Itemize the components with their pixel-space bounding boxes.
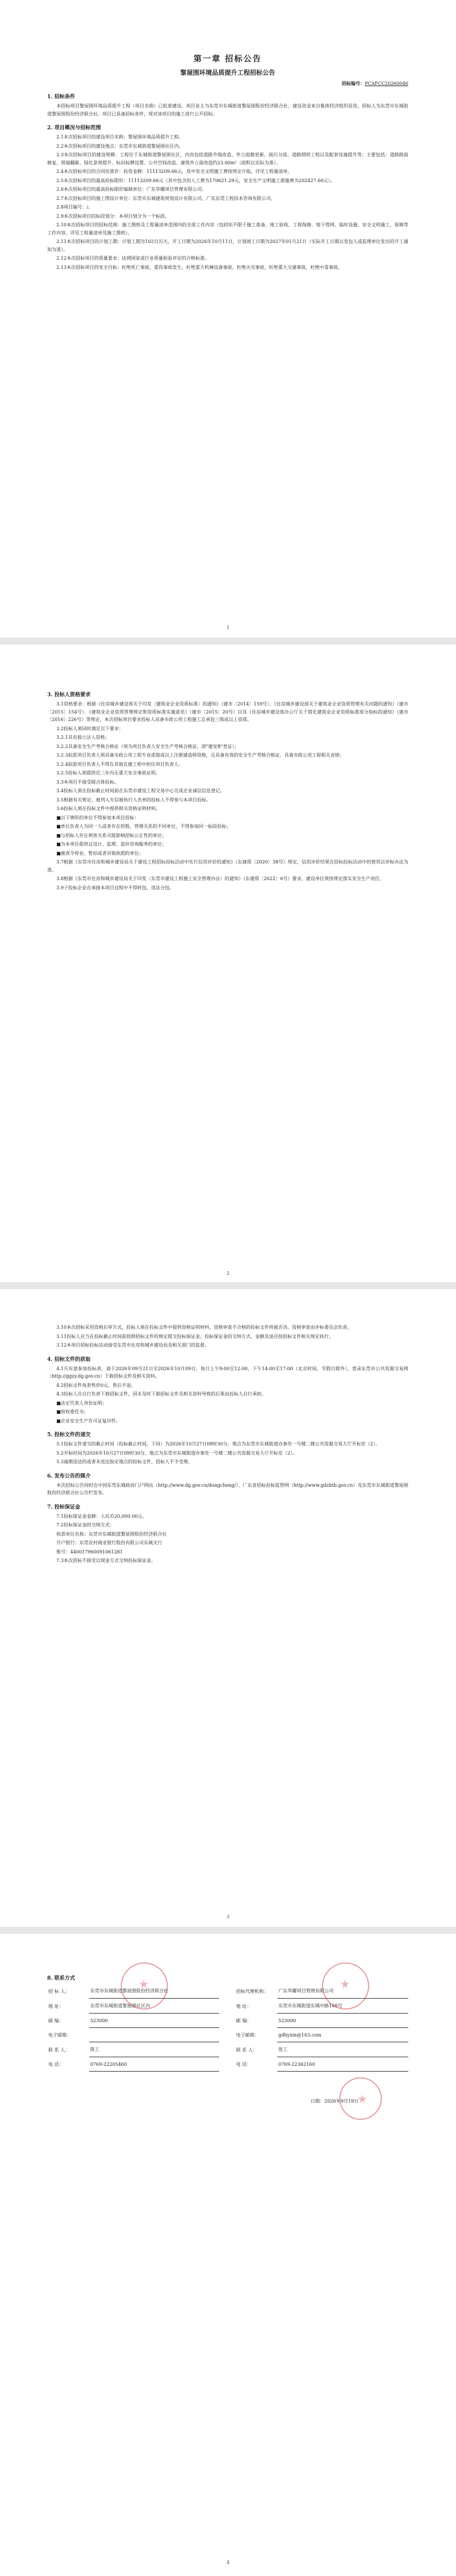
agency-address: 东莞市东城街道东城中路168号 — [277, 1999, 408, 2014]
s2-item: 2.4本次招标项目的合同估算价：投资金额：11113209.66元，其中安全文明施工费按规定计取，详见工程量清单。 — [56, 169, 293, 174]
s5-item: 5.3逾期送达的或者未送达指定地点的投标文件，招标人不予受理。 — [56, 1459, 193, 1464]
agency-postcode: 523000 — [277, 2014, 408, 2028]
tenderer-name: 东莞市东城街道黎屋围股份经济联合社 — [89, 1984, 220, 1999]
s3-item: 3.2.1具有独立法人资格； — [56, 735, 110, 740]
s2-item: 2.6本次招标项目的最高投标限价编制单位：广东华耀项目管理有限公司。 — [56, 187, 206, 192]
s2-item: 2.5本次招标项目的最高投标限价：11113209.66元（其中包含的人工费为170621.29元，安全生产文明施工措施费为202427.60元）。 — [56, 178, 335, 183]
page-3 — [0, 1289, 456, 1927]
page-number: 1 — [226, 625, 230, 630]
s5-item: 5.1投标文件递交的截止时间（投标截止时间，下同）为2026年10月27日09时30分，地点为东莞市东城街道办事处一号楼二楼公共资源交易大厅开标室（2）。 — [56, 1441, 380, 1447]
section-1-text: 本招标项目黎屋围环境品质提升工程（项目名称）已批准建设，项目业主为东莞市东城街道黎屋围股份经济联合社，建设资金来自集体经济组织投资，招标人为东莞市东城街道黎屋围股份经济联合社。项目已具备招标条件，现对该项目的施工进行公开招标。 — [47, 103, 408, 117]
page-1 — [0, 0, 456, 638]
s4-item: ■企业安全生产许可证复印件。 — [56, 1418, 121, 1424]
s4-item: 4.3投标人应自行负责下载招标文件，因未及时下载招标文件及相关资料导致的后果由投标人自行承担。 — [56, 1391, 266, 1397]
tender-code: 招标编号：PCAFCC20260046 — [342, 80, 408, 86]
s4-item: ■授权委托书； — [56, 1409, 89, 1414]
agency-contact: 张工 — [277, 2042, 408, 2057]
s2-item: 2.13本次招标项目的安全目标：杜绝死亡事故、重伤事故发生，杜绝重大机械设备事故，杜绝火灾事故，杜绝重大交通事故，杜绝中毒事故。 — [56, 264, 343, 270]
section-7-title: 7. 投标保证金 — [47, 1504, 81, 1510]
s7-item: 7.1投标保证金金额：人民币20,000.00元。 — [56, 1513, 147, 1519]
s5-item: 5.2开标时间为2026年10月27日09时30分，地点为东莞市东城街道办事处一号楼二楼公共资源交易大厅开标室（2）。 — [56, 1450, 297, 1456]
section-4-title: 4. 招标文件的获取 — [47, 1356, 91, 1363]
section-5-title: 5. 投标文件的递交 — [47, 1432, 91, 1438]
project-title: 黎屋围环境品质提升工程招标公告 — [180, 69, 275, 76]
section-8-title: 8. 联系方式 — [47, 1976, 75, 1981]
s2-item: 2.8项目编号：/。 — [56, 205, 93, 210]
agency-phone: 0769-22362160 — [277, 2057, 408, 2072]
section-1-title: 1. 招标条件 — [47, 94, 75, 100]
s3-item: 3.4投标人须在投标截止时间前在东莞市建设工程交易中心完成企业诚信信息登记。 — [56, 788, 225, 793]
s7-item: 开户银行：东莞农村商业银行股份有限公司东城支行 — [56, 1540, 162, 1545]
tenderer-contact: 陈工 — [89, 2042, 220, 2057]
s3-item: 3.2.3拟派项目负责人须具备市政公用工程专业贰级或以上注册建造师资格，且具备有效的安全生产考核合格证，具备市政公用工程相关业绩； — [56, 753, 344, 758]
s4-item: 4.2招标文件每套售价0元，售后不退。 — [56, 1382, 136, 1388]
s7-item: 7.2投标保证金的交纳方式： — [56, 1522, 114, 1528]
s2-item: 2.11本次招标项目的计划工期：计划工期为102日历天，开工日期为2026年10月11日，计划竣工日期为2027年01月21日（实际开工日期以发包人或监理单位发出的开工通知为准）。 — [47, 239, 408, 252]
s2-item: 2.12本次招标项目的质量要求：达到国家或行业质量检验评定的合格标准。 — [56, 256, 209, 261]
s3-item: 3.7根据《东莞市住房和城乡建设局关于建设工程招标投标活动中实行信用评价的通知》（东建质〔2020〕38号）规定，信用评价结果在招标投标活动中的使用以评标办法为准。 — [47, 859, 408, 873]
s7-item: 账号：440017960091061281 — [56, 1549, 123, 1555]
agency-email: gdhyxm@163.com — [277, 2028, 408, 2042]
page-number: 3 — [226, 1914, 230, 1919]
tenderer-address: 东莞市东城街道黎屋围社区内 — [89, 1999, 220, 2014]
tenderer-seal — [121, 1962, 168, 2010]
s3b-item: 3.12本项目招标投标活动接受东莞市住房和城乡建设局及相关部门的监督。 — [56, 1343, 209, 1348]
signing-date: 日期：2026年9月19日 — [311, 2099, 359, 2104]
s3-item: 3.3本项目不接受联合体投标。 — [56, 779, 119, 785]
s4-item: 4.1凡有意参加投标者，请于2026年09月21日至2026年10月09日，每日上午9:00至12:00，下午14:00至17:00（北京时间，节假日除外），登录东莞市公共资源交易网（http://ggzy.dg.gov.cn）下载招标文件及相关资料。 — [47, 1366, 408, 1379]
s3-item: 3.5根据有关规定，被列入失信被执行人名单的投标人不得参与本项目投标。 — [56, 797, 211, 803]
s2-item: 2.2本次招标项目的建设地点：东莞市东城街道黎屋围社区内。 — [56, 143, 183, 149]
tenderer-phone: 0769-22205460 — [89, 2057, 220, 2072]
section-3-title: 3. 投标人资格要求 — [47, 692, 91, 698]
agency-name: 广东华耀项目管理有限公司 — [277, 1984, 408, 1999]
s2-item: 2.10本次招标项目的招标范围：施工图纸及工程量清单范围内的全部工作内容（包括但不限于施工准备、竣工验收、工程保修、地下管网、临时设施、安全文明施工、保修等工作内容，详见工程量清单及施工图纸）。 — [47, 222, 408, 236]
s2-item: 2.3本次招标项目的建设规模：工程位于东城街道黎屋围社区，内容包括道路升级改造、外立面微更新、雨污分流、道路照明工程以及配套设施提升等；主要包括：道路路面修复、围墙翻新、绿化景观提升、标识标牌设置、公共空间改造、建筑外立面改造约23.00m²（面积以实际为准）。 — [47, 152, 408, 165]
s3-item: 3.9子投标企业在承接本项目过程中不得转包、违法分包。 — [56, 885, 174, 890]
page-number: 4 — [226, 2560, 230, 2565]
section-2-title: 2. 项目概况与招标范围 — [47, 125, 101, 131]
s3-item: 3.2投标人须同时满足以下要求： — [56, 726, 124, 731]
s3-item: ■单位负责人为同一人或者存在控股、管理关系的不同单位，不得参加同一标段投标； — [56, 824, 231, 829]
tenderer-postcode: 523000 — [89, 2014, 220, 2028]
contact-table: 招 标 人： 东莞市东城街道黎屋围股份经济联合社 招标代理机构： 广东华耀项目管理有限公司 地 址： 东莞市东城街道黎屋围社区内 地 址： 东莞市东城街道东城中路168号 邮 编： 523000 邮 编： 523000 电子邮箱： 电子邮箱： gdhyxm@163.com 联 系 人： 陈工 联 系 人： 张工 电 话： 0769-22205460 电 话： 0769-22362160 — [47, 1984, 408, 2072]
s3-item: 3.2.2具备安全生产考核合格证（须为项目负责人安全生产考核合格证，即"建安B"类证）； — [56, 743, 239, 749]
s2-item: 2.9本次招标项目的标段划分：本项目划分为一个标段。 — [56, 213, 170, 219]
s2-item: 2.7本次招标项目的施工图设计单位：东莞市东城建筑规划设计有限公司，广东东莞工程技术咨询有限公司。 — [56, 195, 275, 201]
s3b-item: 3.11投标人应当在投标截止时间前按照招标文件的规定提交投标保证金。投标保证金的交纳方式、金额及退还按招标文件相关规定执行。 — [56, 1333, 334, 1339]
page-2 — [0, 645, 456, 1282]
section-6-title: 6. 发布公告的媒介 — [47, 1473, 91, 1479]
s3-item: ■被责令停业、暂扣或者吊销执照的单位； — [56, 850, 144, 856]
s3-item: 3.2.4拟派项目负责人不得在其他在建工程中担任项目负责人。 — [56, 761, 183, 767]
s3-item: ■以下情形的单位不得参加本项目投标： — [56, 815, 139, 820]
s3-item: 3.1资格要求：根据《住房城乡建设部关于印发〈建筑业企业资质标准〉的通知》（建市〔2014〕159号）、《住房城乡建设部关于建筑业企业资质管理有关问题的通知》（建市〔2015〕154号）、《建筑业企业资质管理规定和资质标准实施意见》（建市〔2015〕20号）以及《住房城乡建设部办公厅关于简化建筑业企业资质标准部分指标的通知》（建市〔2016〕226号）等规定，本次招标项目要求投标人具备市政公用工程施工总承包三级或以上资质。 — [47, 701, 408, 722]
s3-item: 3.2.5投标人须提供近三年内无重大安全事故证明。 — [56, 770, 160, 776]
s3b-item: 3.10本次招标采用资格后审方式，投标人须在投标文件中提供资格证明材料，资格审查不合格的投标文件将被否决。资格审查由评标委员会负责。 — [56, 1325, 352, 1330]
s7-item: 7.3本次招标不接受以现金方式交纳投标保证金。 — [56, 1558, 156, 1563]
tenderer-email — [89, 2028, 220, 2042]
s3-item: ■与招标人存在利害关系可能影响招标公正性的单位； — [56, 832, 167, 838]
s3-item: 3.8根据《东莞市住房和城乡建设局关于印发〈东莞市建设工程施工安全管理办法〉的通知》（东建质〔2022〕6号）要求，建设单位须按规定落实安全生产责任。 — [56, 876, 385, 881]
chapter-title: 第一章 招标公告 — [193, 55, 262, 64]
page-4 — [0, 1934, 456, 2576]
s7-item: 收款单位名称：东莞市东城街道黎屋围股份经济联合社 — [56, 1531, 167, 1537]
s3-item: ■为本项目提供过设计、监理、造价咨询服务的单位； — [56, 842, 167, 847]
agency-seal — [322, 1962, 369, 2010]
s3-item: 3.6投标人须在投标文件中提供相关资格证明材料。 — [56, 806, 160, 811]
section-6-text: 本次招标公告同时在中国东莞东城政府门户网站（http://www.dg.gov.cn/dongcheng/）、广东省招标投标监管网（http://www.gdzbtb.gov.cn）及东莞市东城街道黎屋围股份经济联合社公告栏发布。 — [47, 1482, 408, 1495]
s2-item: 2.1本次招标项目的建设项目名称：黎屋围环境品质提升工程。 — [56, 134, 183, 140]
page-number: 2 — [226, 1271, 230, 1276]
s4-item: ■法定代表人身份证明； — [56, 1400, 107, 1406]
